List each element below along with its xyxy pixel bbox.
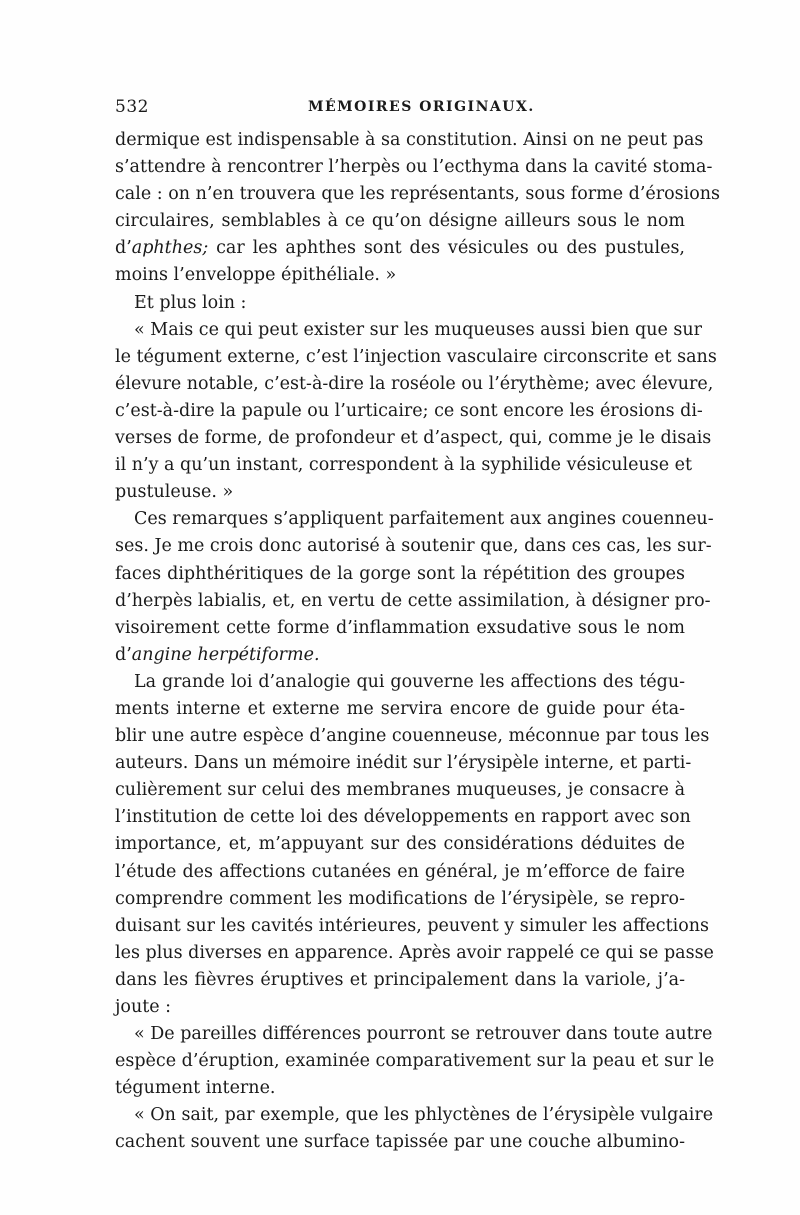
text-line: dans les fièvres éruptives et principalement dans la variole, j’a- — [115, 969, 685, 990]
text-line: c’est-à-dire la papule ou l’urticaire; ce sont encore les érosions di- — [115, 400, 703, 421]
text-line: pustuleuse. » — [115, 482, 234, 503]
text-line: culièrement sur celui des membranes muqueuses, je consacre à — [115, 780, 685, 801]
text-line: blir une autre espèce d’angine couenneuse, méconnue par tous les — [115, 726, 710, 747]
text-line: moins l’enveloppe épithéliale. » — [115, 265, 397, 286]
running-title: MÉMOIRES ORIGINAUX. — [308, 99, 535, 115]
text-line: faces diphthéritiques de la gorge sont la répétition des groupes — [115, 563, 685, 584]
text-line — [115, 235, 685, 262]
text-line: l’institution de cette loi des développements en rapport avec son — [115, 807, 691, 828]
text-line: Ces remarques s’appliquent parfaitement aux angines couenneu- — [134, 509, 714, 530]
text-line: espèce d’éruption, examinée comparativement sur la peau et sur le — [115, 1051, 715, 1072]
text-line: ments interne et externe me servira encore de guide pour éta- — [115, 698, 685, 719]
text-line: dermique est indispensable à sa constitution. Ainsi on ne peut pas — [115, 130, 704, 150]
text-line: cale : on n’en trouvera que les représentants, sous forme d’érosions — [115, 184, 721, 205]
text-line: il n’y a qu’un instant, correspondent à la syphilide vésiculeuse et — [115, 455, 693, 476]
page-number: 532 — [115, 97, 149, 117]
text-line: circulaires, semblables à ce qu’on désigne ailleurs sous le nom — [115, 211, 685, 232]
text-fragment: d’ — [115, 238, 132, 259]
text-line: d’herpès labialis, et, en vertu de cette assimilation, à désigner pro- — [115, 590, 711, 611]
text-line: s’attendre à rencontrer l’herpès ou l’ecthyma dans la cavité stoma- — [115, 157, 713, 178]
text-line: « Mais ce qui peut exister sur les muqueuses aussi bien que sur — [134, 319, 703, 340]
text-line: importance, et, m’appuyant sur des considérations déduites de — [115, 834, 685, 855]
text-line: élevure notable, c’est-à-dire la roséole ou l’érythème; avec élevure, — [115, 373, 714, 394]
italic-term: angine herpétiforme. — [131, 644, 320, 665]
body-text — [115, 127, 721, 1157]
text-line: auteurs. Dans un mémoire inédit sur l’érysipèle interne, et parti- — [115, 753, 692, 774]
text-line: verses de forme, de profondeur et d’aspect, qui, comme je le disais — [115, 428, 712, 449]
text-line: le tégument externe, c’est l’injection vasculaire circonscrite et sans — [115, 346, 717, 367]
text-line: « On sait, par exemple, que les phlyctènes de l’érysipèle vulgaire — [134, 1105, 714, 1126]
text-line: « De pareilles différences pourront se retrouver dans toute autre — [134, 1024, 713, 1045]
page-header — [115, 97, 685, 121]
text-line: duisant sur les cavités intérieures, peuvent y simuler les affections — [115, 915, 710, 936]
italic-term: aphthes; — [131, 238, 209, 259]
text-line: tégument interne. — [115, 1078, 276, 1099]
text-line: joute : — [115, 997, 172, 1017]
text-line: ses. Je me crois donc autorisé à soutenir que, dans ces cas, les sur- — [115, 536, 712, 557]
text-fragment: car les aphthes sont des vésicules ou des pustules, — [208, 238, 685, 259]
text-line: visoirement cette forme d’inflammation exsudative sous le nom — [115, 617, 685, 638]
text-line — [115, 642, 685, 669]
text-line: La grande loi d’analogie qui gouverne les affections des tégu- — [134, 671, 685, 692]
text-line: comprendre comment les modifications de l’érysipèle, se repro- — [115, 888, 685, 909]
text-line: cachent souvent une surface tapissée par une couche albumino- — [115, 1132, 685, 1153]
text-line: Et plus loin : — [134, 292, 247, 313]
text-line: les plus diverses en apparence. Après avoir rappelé ce qui se passe — [115, 942, 714, 963]
text-fragment: d’ — [115, 644, 132, 665]
text-line: l’étude des affections cutanées en général, je m’efforce de faire — [115, 861, 685, 882]
